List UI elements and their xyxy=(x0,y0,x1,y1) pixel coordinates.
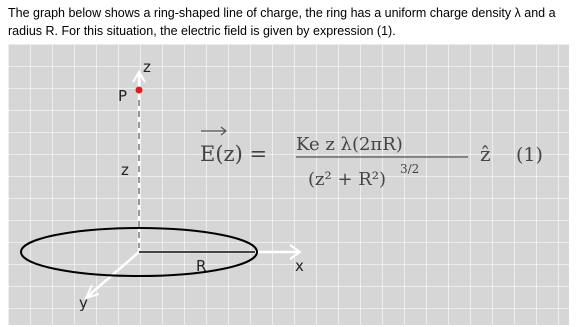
problem-statement: The graph below shows a ring-shaped line of charge, the ring has a uniform charge density λ and a radius R. For this situation, the electric field is given by expression (1). xyxy=(8,6,556,38)
x-axis-label: x xyxy=(295,257,304,275)
electric-field-formula xyxy=(200,127,543,190)
z-axis-label: z xyxy=(143,58,151,76)
height-z-label: z xyxy=(121,161,129,179)
formula-denominator-exponent: 3/2 xyxy=(400,162,420,176)
formula-numerator: Ke z λ(2πR) xyxy=(296,134,403,155)
formula-denominator-base: (z² + R²) xyxy=(308,169,387,190)
equation-number: (1) xyxy=(516,144,543,166)
z-unit-vector: ẑ xyxy=(480,142,491,166)
formula-lhs: E(z) = xyxy=(200,142,268,166)
radius-r-label: R xyxy=(196,257,207,275)
ring-field-diagram xyxy=(8,44,569,325)
y-axis-label: y xyxy=(79,294,88,312)
point-p-label: P xyxy=(118,87,128,105)
point-p-marker xyxy=(136,87,143,94)
diagram-canvas xyxy=(8,44,569,325)
